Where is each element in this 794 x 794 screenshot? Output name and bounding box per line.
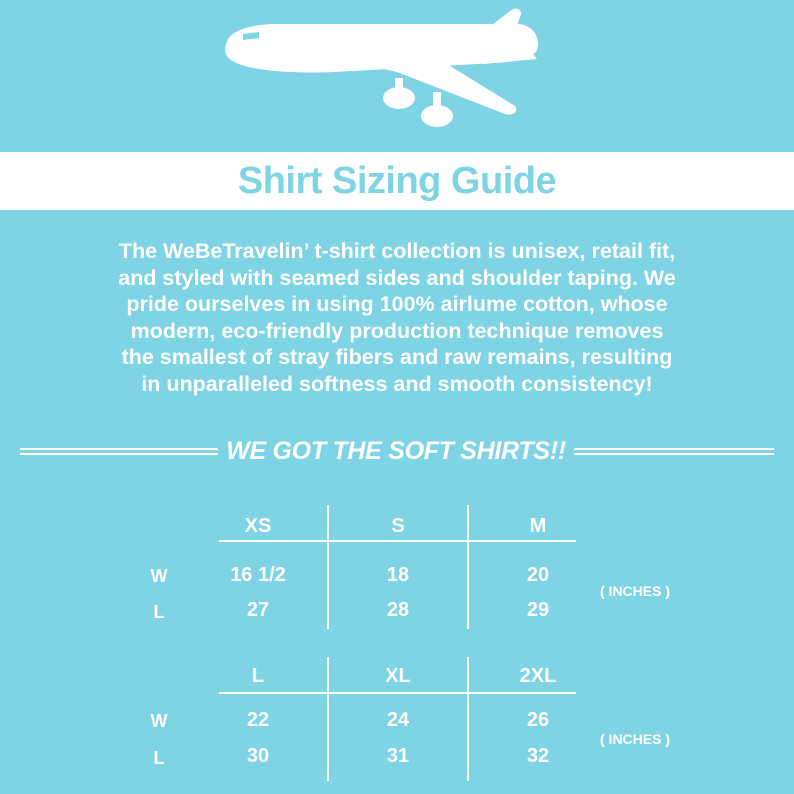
measurement: 28	[386, 599, 410, 621]
measurement: 24	[386, 709, 410, 731]
row-label-length: L	[153, 748, 165, 768]
size-header: XS	[244, 515, 272, 537]
divider	[327, 657, 329, 781]
divider	[219, 692, 576, 694]
size-table-2	[0, 657, 794, 787]
unit-label: ( INCHES )	[600, 583, 670, 599]
size-header: 2XL	[519, 665, 557, 687]
divider	[467, 657, 469, 781]
divider	[219, 540, 576, 542]
divider	[327, 505, 329, 629]
row-label-width: W	[150, 566, 168, 586]
measurement: 31	[386, 745, 410, 767]
measurement: 20	[526, 564, 550, 586]
divider	[467, 505, 469, 629]
description-line: pride ourselves in using 100% airlume cotton, whose	[126, 292, 668, 316]
size-table-1	[0, 505, 794, 635]
measurement: 26	[526, 709, 550, 731]
unit-label: ( INCHES )	[600, 731, 670, 747]
description-line: modern, eco-friendly production technique removes	[130, 318, 664, 343]
row-label-length: L	[153, 602, 165, 622]
measurement: 22	[246, 709, 270, 731]
page-title: Shirt Sizing Guide	[237, 159, 557, 202]
tagline-row	[0, 434, 794, 468]
row-label-width: W	[150, 711, 168, 731]
description	[60, 238, 734, 397]
size-header: M	[529, 515, 547, 537]
measurement: 32	[526, 745, 550, 767]
description-line: The WeBeTravelin’ t-shirt collection is unisex, retail fit,	[118, 239, 676, 263]
divider	[20, 448, 218, 455]
tagline: WE GOT THE SOFT SHIRTS!!	[226, 436, 566, 465]
description-line: the smallest of stray fibers and raw remains, resulting	[121, 345, 673, 369]
description-line: and styled with seamed sides and shoulder taping. We	[118, 265, 676, 290]
size-header: S	[391, 515, 405, 537]
measurement: 16 1/2	[230, 564, 286, 586]
measurement: 27	[246, 599, 270, 621]
size-header: XL	[385, 665, 411, 687]
title-banner	[0, 152, 794, 210]
measurement: 18	[386, 564, 410, 586]
measurement: 30	[246, 745, 270, 767]
airplane-icon	[215, 2, 545, 130]
description-line: in unparalleled softness and smooth consistency!	[141, 371, 653, 396]
size-header: L	[251, 665, 265, 687]
divider	[574, 448, 774, 455]
measurement: 29	[526, 599, 550, 621]
